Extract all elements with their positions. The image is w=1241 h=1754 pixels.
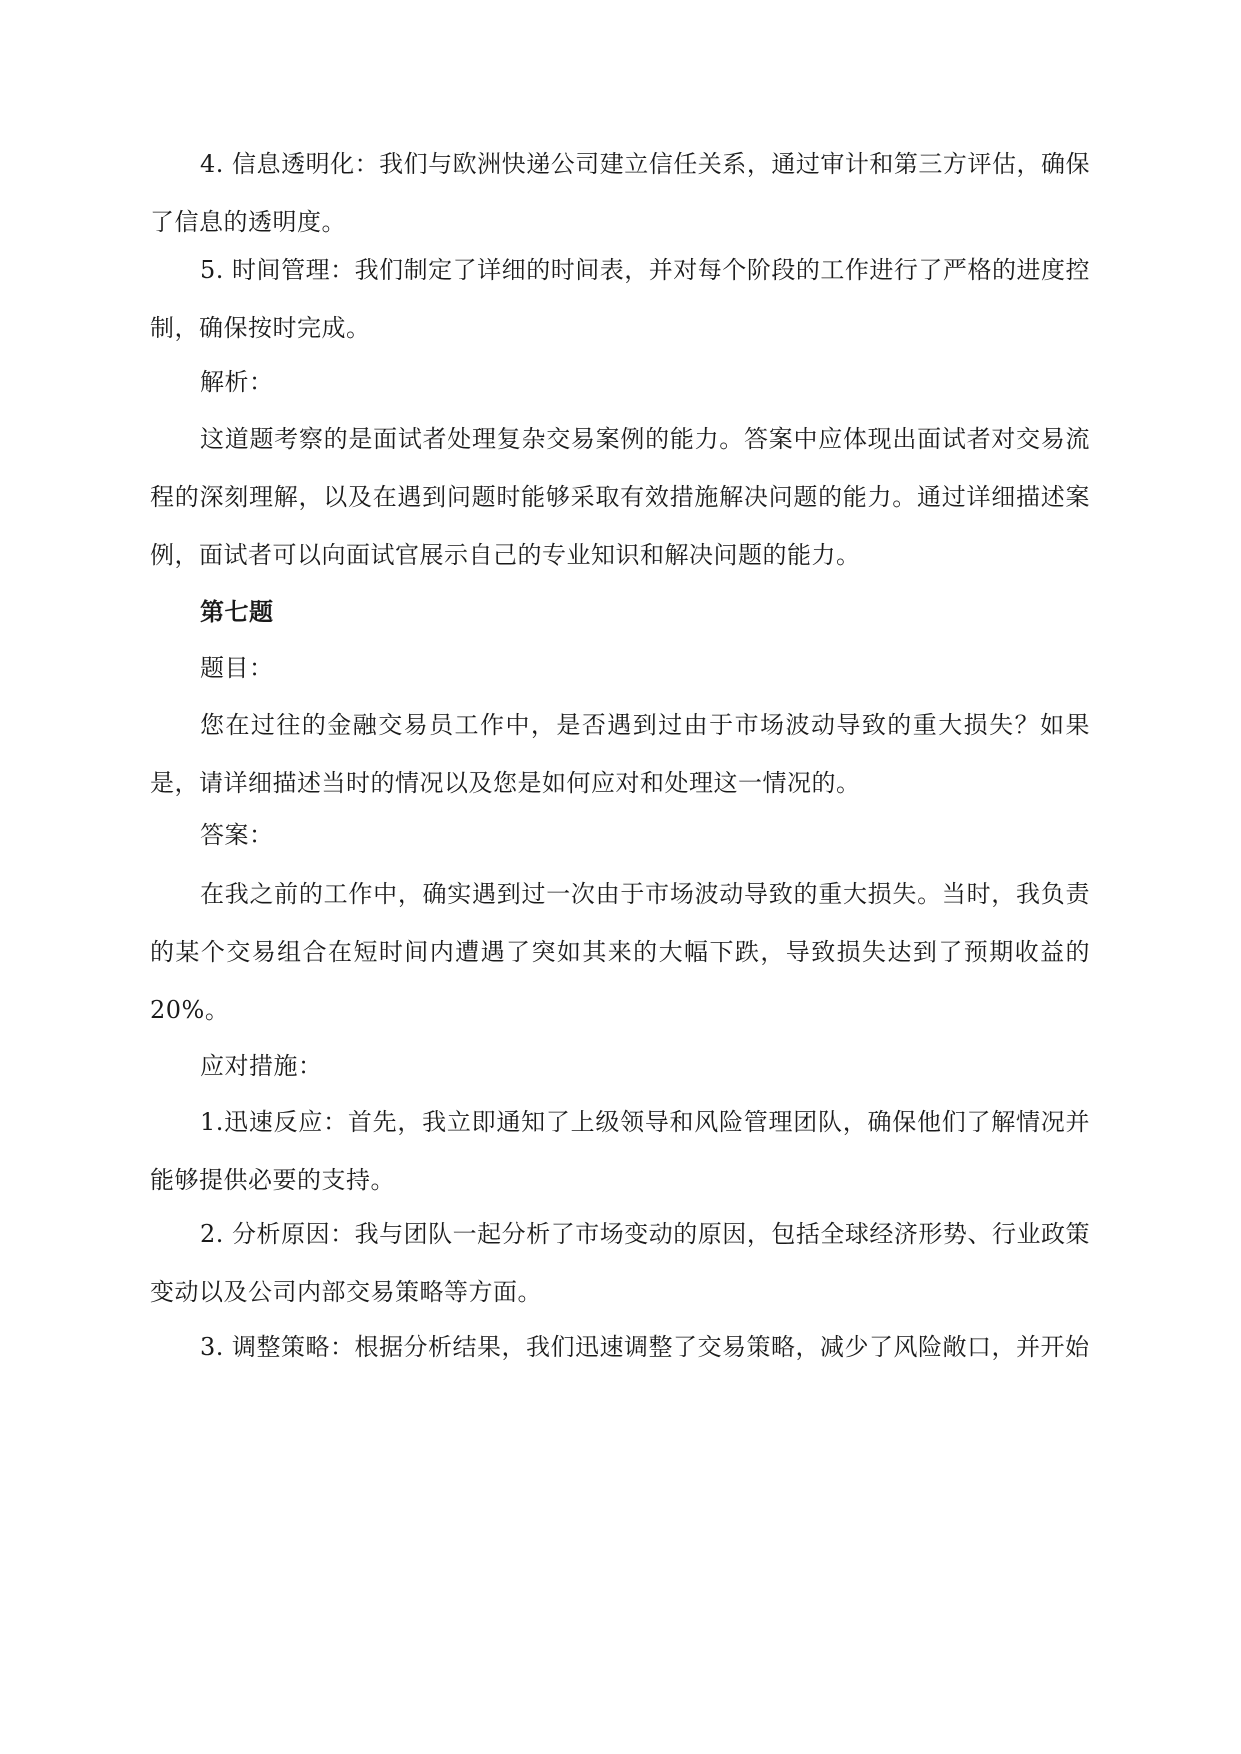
paragraph-answer-body: 在我之前的工作中，确实遇到过一次由于市场波动导致的重大损失。当时，我负责的某个交易组合在短时间内遭遇了突如其来的大幅下跌，导致损失达到了预期收益的20%。 xyxy=(150,880,1090,1024)
paragraph-question-label: 题目： xyxy=(200,654,274,682)
section-heading-question-seven: 第七题 xyxy=(200,597,274,626)
paragraph-item-5-time-management: 5. 时间管理：我们制定了详细的时间表，并对每个阶段的工作进行了严格的进度控制，确保按时完成。 xyxy=(150,256,1090,342)
paragraph-analysis-label: 解析： xyxy=(200,368,274,396)
paragraph-question-body: 您在过往的金融交易员工作中，是否遇到过由于市场波动导致的重大损失？如果是，请详细描述当时的情况以及您是如何应对和处理这一情况的。 xyxy=(150,711,1090,797)
paragraph-measure-1: 1.迅速反应：首先，我立即通知了上级领导和风险管理团队，确保他们了解情况并能够提供必要的支持。 xyxy=(150,1108,1090,1194)
paragraph-measure-3: 3. 调整策略：根据分析结果，我们迅速调整了交易策略，减少了风险敞口，并开始 xyxy=(200,1333,1090,1361)
paragraph-analysis-body: 这道题考察的是面试者处理复杂交易案例的能力。答案中应体现出面试者对交易流程的深刻理解，以及在遇到问题时能够采取有效措施解决问题的能力。通过详细描述案例，面试者可以向面试官展示自己的专业知识和解决问题的能力。 xyxy=(150,425,1090,569)
paragraph-measure-2: 2. 分析原因：我与团队一起分析了市场变动的原因，包括全球经济形势、行业政策变动以及公司内部交易策略等方面。 xyxy=(150,1220,1090,1306)
paragraph-answer-label: 答案： xyxy=(200,821,274,849)
paragraph-item-4-transparency: 4. 信息透明化：我们与欧洲快递公司建立信任关系，通过审计和第三方评估，确保了信息的透明度。 xyxy=(150,150,1090,236)
paragraph-measures-label: 应对措施： xyxy=(200,1052,323,1080)
